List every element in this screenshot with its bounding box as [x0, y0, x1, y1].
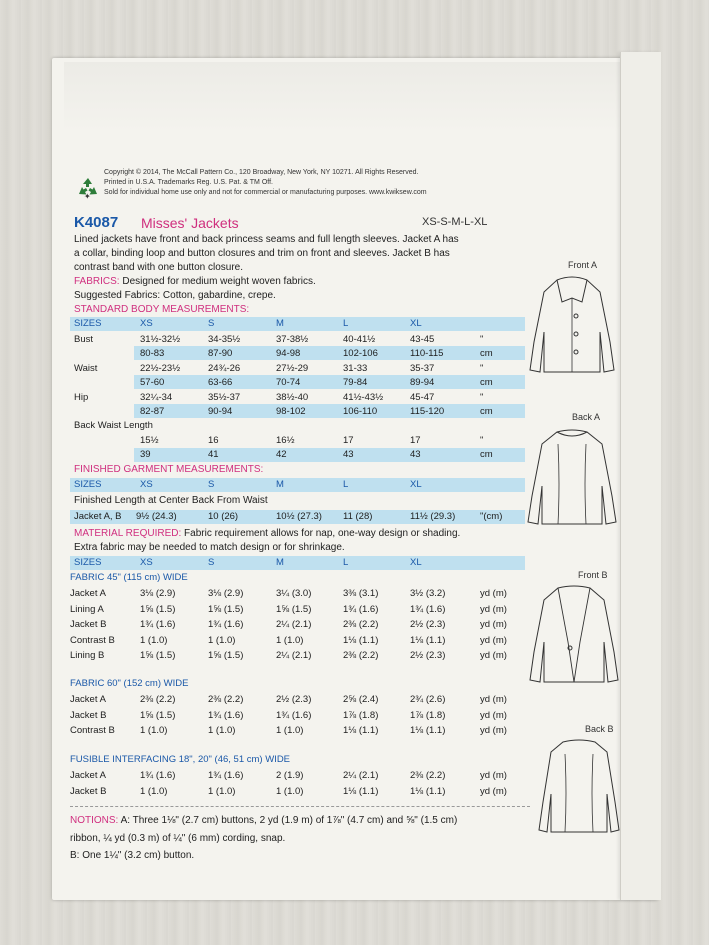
body-cell: ": [480, 435, 484, 446]
material-f60-cell: 1⅝ (1.5): [140, 709, 176, 721]
material-f60-cell: 2⅜ (2.2): [208, 694, 244, 705]
material-f45-cell: yd (m): [480, 634, 507, 646]
material-f60-cell: 1⅛ (1.1): [343, 725, 379, 736]
body-cell: 82-87: [140, 406, 165, 417]
body-header-4: L: [343, 318, 349, 329]
material-fuse-cell: Jacket A: [70, 770, 106, 781]
material-f60-cell: 1¾ (1.6): [208, 709, 244, 721]
material-f45-cell: Lining B: [70, 650, 105, 661]
body-measurements-title: STANDARD BODY MEASUREMENTS:: [74, 304, 250, 315]
material-header-5: XL: [410, 557, 422, 568]
finished-cell: "(cm): [480, 511, 503, 522]
material-f45-cell: 1¾ (1.6): [343, 603, 379, 615]
finished-cell: 10 (26): [208, 511, 239, 522]
body-cell: 94-98: [276, 348, 301, 359]
body-cell: 106-110: [343, 406, 378, 417]
copyright-line-2: Printed in U.S.A. Trademarks Reg. U.S. Pat. & TM Off.: [104, 179, 273, 186]
material-f60-cell: 2½ (2.3): [276, 694, 312, 705]
body-cell: 43-45: [410, 334, 435, 345]
material-f45-cell: yd (m): [480, 619, 507, 630]
body-cell: cm: [480, 348, 493, 359]
body-cell: 40-41½: [343, 334, 376, 345]
finished-header-5: XL: [410, 479, 422, 490]
body-cell: 34-35½: [208, 334, 241, 345]
finished-cell: 9½ (24.3): [136, 511, 177, 522]
material-fuse-cell: Jacket B: [70, 785, 107, 797]
finished-header-2: S: [208, 479, 215, 490]
body-cell: 38½-40: [276, 392, 309, 403]
material-f45-cell: 3¼ (3.0): [276, 588, 312, 599]
finished-header-1: XS: [140, 479, 153, 490]
description-line-3: contrast band with one button closure.: [74, 262, 243, 273]
finished-header-4: L: [343, 479, 349, 490]
material-f45-cell: Jacket B: [70, 619, 107, 630]
jacket-a-back-sketch: [522, 424, 622, 534]
material-f45-cell: Lining A: [70, 603, 104, 615]
body-cell: 41½-43½: [343, 392, 384, 403]
body-cell: 15½: [140, 435, 159, 446]
material-f45-cell: 2¼ (2.1): [276, 650, 312, 661]
finished-subtitle: Finished Length at Center Back From Waist: [74, 495, 268, 506]
body-header-0: SIZES: [74, 318, 102, 329]
jacket-b-back-sketch: [535, 736, 621, 836]
pattern-sizes: XS-S-M-L-XL: [422, 216, 488, 228]
material-f45-cell: 2¼ (2.1): [276, 619, 312, 630]
description-line-2: a collar, binding loop and button closures and trim on front and sleeves. Jacket B has: [74, 248, 450, 259]
copyright-line-3: Sold for individual home use only and not for commercial or manufacturing purposes. www.kwiksew.com: [104, 189, 427, 196]
material-header-4: L: [343, 557, 349, 568]
material-f45-cell: 1⅝ (1.5): [140, 650, 176, 661]
finished-cell: 11½ (29.3): [410, 511, 456, 522]
material-fuse-cell: 2¼ (2.1): [343, 770, 379, 781]
body-cell: 35½-37: [208, 392, 241, 403]
material-fuse-cell: 2⅜ (2.2): [410, 770, 446, 781]
body-cell: 87-90: [208, 348, 233, 359]
material-f45-cell: yd (m): [480, 588, 507, 599]
material-f45-cell: Contrast B: [70, 634, 115, 646]
finished-header-3: M: [276, 479, 284, 490]
material-text-2: Extra fabric may be needed to match design or for shrinkage.: [74, 542, 345, 553]
body-cell: 102-106: [343, 348, 378, 359]
material-f45-cell: 1¾ (1.6): [140, 619, 176, 630]
material-fuse-cell: 1⅛ (1.1): [410, 785, 446, 797]
body-cell: 17: [410, 435, 421, 446]
view-label-front-b: Front B: [578, 570, 608, 580]
body-cell: 39: [140, 449, 151, 460]
material-header-0: SIZES: [74, 557, 102, 568]
jacket-a-front-sketch: [522, 272, 622, 382]
body-cell: ": [480, 334, 484, 345]
body-cell: 70-74: [276, 377, 301, 388]
material-f60-cell: 1⅞ (1.8): [343, 709, 379, 721]
body-header-2: S: [208, 318, 215, 329]
body-cell: 89-94: [410, 377, 435, 388]
material-fuse-cell: 1¾ (1.6): [208, 770, 244, 781]
body-cell: 45-47: [410, 392, 435, 403]
material-f60-cell: 1¾ (1.6): [276, 709, 312, 721]
finished-cell: 11 (28): [343, 511, 373, 522]
material-f60-cell: 2¾ (2.6): [410, 694, 446, 705]
material-f45-cell: 1⅛ (1.1): [410, 634, 446, 646]
material-f45-cell: 1⅝ (1.5): [140, 603, 176, 615]
body-cell: 27½-29: [276, 363, 309, 374]
material-f45-cell: 3⅛ (2.9): [140, 588, 176, 599]
material-f60-cell: 1 (1.0): [276, 725, 304, 736]
body-label-hip: Hip: [74, 392, 89, 403]
body-label-backwaist: Back Waist Length: [74, 420, 153, 431]
body-cell: 31½-32½: [140, 334, 181, 345]
body-cell: 43: [410, 449, 421, 460]
body-cell: 32¼-34: [140, 392, 173, 403]
material-f45-cell: 2⅜ (2.2): [343, 650, 379, 661]
notions-line-1: [70, 814, 457, 828]
material-f45-cell: 2½ (2.3): [410, 619, 446, 630]
material-fuse-cell: yd (m): [480, 785, 507, 797]
body-cell: 90-94: [208, 406, 233, 417]
body-header-band: [70, 317, 525, 331]
material-label: MATERIAL REQUIRED:: [74, 528, 182, 539]
body-cell: cm: [480, 406, 493, 417]
material-f60-cell: 1 (1.0): [140, 725, 168, 736]
material-f45-cell: 1⅛ (1.1): [343, 634, 379, 646]
material-header-3: M: [276, 557, 284, 568]
body-cell: 24¾-26: [208, 363, 241, 374]
material-f45-cell: 1 (1.0): [140, 634, 168, 646]
body-cell: 22½-23½: [140, 363, 181, 374]
star-icon: ✦: [84, 192, 91, 201]
body-cell: 79-84: [343, 377, 368, 388]
fabrics-label: FABRICS:: [74, 276, 120, 287]
material-f60-title: FABRIC 60" (152 cm) WIDE: [70, 678, 189, 689]
material-fuse-cell: 2 (1.9): [276, 770, 304, 781]
material-f45-cell: 1 (1.0): [208, 634, 236, 646]
notions-text-1: A: Three 1⅛" (2.7 cm) buttons, 2 yd (1.9 m) of 1⅞" (4.7 cm) and ⅝" (1.5 cm): [120, 815, 458, 826]
body-band-waist-cm: [134, 375, 525, 389]
material-f60-cell: yd (m): [480, 725, 507, 736]
body-header-5: XL: [410, 318, 422, 329]
body-cell: 41: [208, 449, 219, 460]
material-f60-cell: 2⅜ (2.2): [140, 694, 176, 705]
material-f45-cell: 1⅝ (1.5): [276, 603, 312, 615]
suggested-fabrics: Suggested Fabrics: Cotton, gabardine, crepe.: [74, 290, 276, 301]
material-fuse-cell: 1¾ (1.6): [140, 770, 176, 781]
body-header-1: XS: [140, 318, 153, 329]
body-cell: 98-102: [276, 406, 306, 417]
view-label-back-a: Back A: [572, 412, 601, 422]
pattern-name: Misses' Jackets: [141, 215, 239, 231]
material-f45-cell: yd (m): [480, 603, 507, 615]
body-band-bust-cm: [134, 346, 525, 360]
body-cell: 110-115: [410, 348, 444, 359]
body-cell: 57-60: [140, 377, 165, 388]
material-f45-cell: 3⅛ (2.9): [208, 588, 244, 599]
material-f45-cell: 1¾ (1.6): [208, 619, 244, 630]
view-label-back-b: Back B: [585, 724, 614, 734]
material-fuse-cell: 1 (1.0): [276, 785, 304, 797]
material-f45-cell: 3½ (3.2): [410, 588, 446, 599]
material-f60-cell: 1⅞ (1.8): [410, 709, 446, 721]
body-label-bust: Bust: [74, 334, 94, 345]
body-cell: 31-33: [343, 363, 368, 374]
finished-cell: 10½ (27.3): [276, 511, 322, 522]
jacket-b-front-sketch: [526, 582, 622, 692]
envelope-top-flap: [64, 62, 624, 132]
body-cell: 115-120: [410, 406, 445, 417]
material-fuse-cell: yd (m): [480, 770, 507, 781]
material-f60-cell: 1⅛ (1.1): [410, 725, 446, 736]
finished-header-0: SIZES: [74, 479, 102, 490]
material-fuse-cell: 1 (1.0): [208, 785, 236, 797]
material-fuse-title: FUSIBLE INTERFACING 18", 20" (46, 51 cm) WIDE: [70, 754, 291, 765]
material-f45-cell: Jacket A: [70, 588, 106, 599]
material-fuse-cell: 1⅛ (1.1): [343, 785, 379, 797]
material-f60-cell: Jacket A: [70, 694, 106, 705]
material-f60-cell: Jacket B: [70, 709, 107, 721]
body-cell: 80-83: [140, 348, 165, 359]
material-f60-cell: yd (m): [480, 709, 507, 721]
body-cell: 16½: [276, 435, 295, 446]
material-header-1: XS: [140, 557, 153, 568]
body-cell: cm: [480, 377, 493, 388]
copyright-line-1: Copyright © 2014, The McCall Pattern Co., 120 Broadway, New York, NY 10271. All Rights Reserved.: [104, 169, 419, 176]
material-f45-cell: yd (m): [480, 650, 507, 661]
finished-cell: Jacket A, B: [74, 511, 122, 522]
body-cell: ": [480, 363, 484, 374]
material-f45-title: FABRIC 45" (115 cm) WIDE: [70, 572, 188, 583]
body-cell: ": [480, 392, 484, 403]
body-cell: 42: [276, 449, 287, 460]
body-cell: 37-38½: [276, 334, 309, 345]
material-f45-cell: 1⅝ (1.5): [208, 603, 244, 615]
material-f45-cell: 3⅜ (3.1): [343, 588, 379, 599]
body-band-hip-cm: [134, 404, 525, 418]
body-cell: cm: [480, 449, 493, 460]
body-cell: 43: [343, 449, 354, 460]
body-header-3: M: [276, 318, 284, 329]
material-f60-cell: 2⅝ (2.4): [343, 694, 379, 705]
finished-title: FINISHED GARMENT MEASUREMENTS:: [74, 464, 264, 475]
finished-header-band: [70, 478, 525, 492]
body-label-waist: Waist: [74, 363, 98, 374]
view-label-front-a: Front A: [568, 260, 598, 270]
material-f45-cell: 1¾ (1.6): [410, 603, 446, 615]
material-header-band: [70, 556, 525, 570]
notions-line-2: ribbon, ¼ yd (0.3 m) of ¼" (6 mm) cording, snap.: [70, 833, 286, 844]
body-cell: 63-66: [208, 377, 233, 388]
material-f60-cell: Contrast B: [70, 725, 115, 736]
body-band-backwaist-cm: [134, 448, 525, 462]
material-f45-cell: 2⅜ (2.2): [343, 619, 379, 630]
material-f45-cell: 1⅝ (1.5): [208, 650, 244, 661]
material-f45-cell: 1 (1.0): [276, 634, 304, 646]
envelope-side-flap: [620, 52, 661, 900]
material-fuse-cell: 1 (1.0): [140, 785, 168, 797]
notions-label: NOTIONS:: [70, 815, 119, 826]
notions-divider: [70, 806, 530, 807]
fabrics-text: Designed for medium weight woven fabrics.: [122, 276, 316, 287]
material-line: [74, 527, 460, 541]
material-f60-cell: 1 (1.0): [208, 725, 236, 736]
material-f60-cell: yd (m): [480, 694, 507, 705]
pattern-number: K4087: [74, 214, 119, 231]
fabrics-line: [74, 275, 316, 289]
notions-line-3: B: One 1¼" (3.2 cm) button.: [70, 850, 195, 861]
material-header-2: S: [208, 557, 215, 568]
description-line-1: Lined jackets have front and back princess seams and full length sleeves. Jacket A has: [74, 234, 459, 245]
body-cell: 35-37: [410, 363, 435, 374]
body-cell: 17: [343, 435, 354, 446]
body-cell: 16: [208, 435, 219, 446]
material-text: Fabric requirement allows for nap, one-way design or shading.: [184, 528, 461, 539]
material-f45-cell: 2½ (2.3): [410, 650, 446, 661]
